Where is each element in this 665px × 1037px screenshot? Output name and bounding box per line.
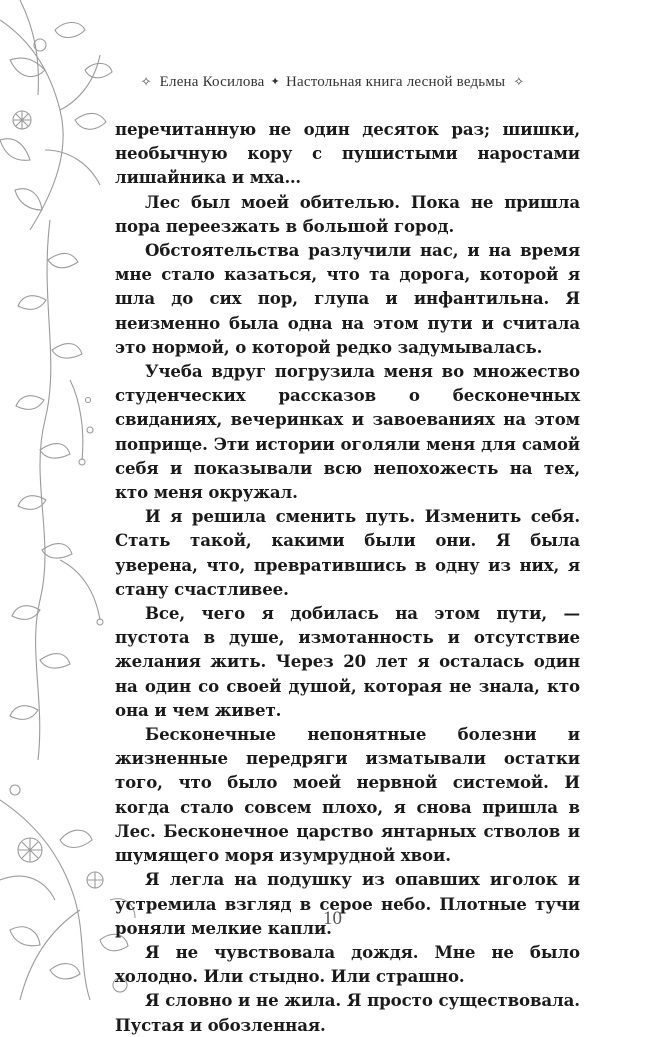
body-text	[115, 117, 580, 1037]
paragraph: Обстоятельства разлучили нас, и на время мне стало казаться, что та дорога, которой я шла до сих пор, глупа и инфантильна. Я неизменно была одна на этом пути и считала это нормой, о которой редко задумывалась.	[115, 240, 580, 357]
paragraph: Учеба вдруг погрузила меня во множество студенческих рассказов о бесконечных свиданиях, вечеринках и завоеваниях на этом поприще. Эти истории оголяли меня для самой себя и показывали всю непохожесть на тех, кто меня окружал.	[115, 361, 580, 503]
running-header	[0, 74, 665, 91]
flower-cluster-top	[0, 0, 112, 230]
paragraph: Я словно и не жила. Я просто существовала. Пустая и обозленная.	[115, 990, 580, 1035]
header-ornament-right: ✧	[513, 74, 525, 89]
page-number: 10	[323, 908, 342, 929]
paragraph: Я легла на подушку из опавших иголок и устремила взгляд в серое небо. Плотные тучи роняли мелкие капли.	[115, 869, 580, 938]
vine-middle	[10, 220, 103, 760]
header-author: Елена Косилова	[159, 74, 265, 90]
header-book-title: Настольная книга лесной ведьмы	[285, 74, 506, 90]
paragraph: Все, чего я добилась на этом пути, — пустота в душе, измотанность и отсутствие желания жить. Через 20 лет я осталась один на один со своей душой, которая не знала, кто она и чем живет.	[115, 603, 580, 720]
paragraph: И я решила сменить путь. Изменить себя. Стать такой, какими были они. Я была уверена, что, превратившись в одну из них, я стану счастливее.	[115, 506, 580, 599]
header-separator: ✦	[270, 76, 280, 88]
paragraph: Лес был моей обителью. Пока не пришла пора переезжать в большой город.	[115, 191, 580, 236]
paragraph: Я не чувствовала дождя. Мне не было холодно. Или стыдно. Или страшно.	[115, 941, 580, 987]
paragraph: перечитанную не один десяток раз; шишки, необычную кору с пушистыми наростами лишайника и мха…	[115, 119, 580, 188]
header-ornament-left: ✧	[140, 74, 152, 89]
paragraph: Бесконечные непонятные болезни и жизненные передряги изматывали остатки того, что было моей нервной системой. И когда стало совсем плохо, я снова пришла в Лес. Бесконечное царство янтарных стволов и шумящего моря изумрудной хвои.	[115, 724, 580, 866]
